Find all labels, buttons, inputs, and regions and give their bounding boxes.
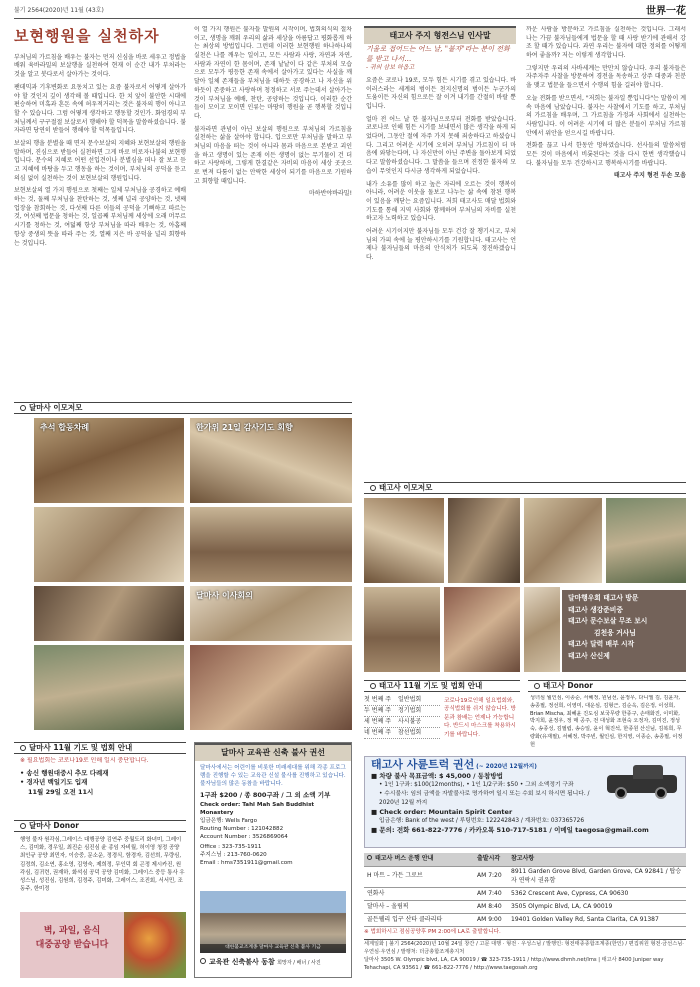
photo-taego-4	[606, 498, 686, 583]
article-paragraph: 보현보살의 열 가지 행원으로 첫째는 일체 부처님을 공경하고 예배하는 것, 둘째 부처님을 찬탄하는 것, 셋째 널리 공양하는 것, 넷째 업장을 참회하는 것, 다섯째 다른 이들의 공덕을 기뻐하고 따르는 것, 여섯째 법문을 청하는 것, 일곱째 부처님께 세상에 오래 머무르시기를 청하는 것, 여덟째 항상 부처님을 따라 배우는 것, 아홉째 항상 중생의 뜻을 따라 주는 것, 열째 지은 바 공덕을 널리 회향하는 것입니다.	[14, 187, 186, 247]
table-row: 연화사 AM 7:40 5362 Crescent Ave, Cypress, CA 90630	[364, 887, 686, 900]
photo-taego-3	[524, 498, 602, 583]
photo-taego-1	[364, 498, 444, 583]
bullet-circle-icon	[367, 855, 372, 860]
fruit-image	[124, 912, 186, 978]
offering-ad-line1: 벽, 과일, 음식	[43, 926, 101, 936]
school-fund-price: 1구좌 $200 / 종 800구좌 / 그 외 소액 기부	[200, 790, 331, 799]
article-paragraph: 팬데믹과 기후변화로 요동치고 있는 요즘 불자로서 어떻게 살아가야 할 것인지 깊이 생각해 볼 때입니다. 한 치 앞이 불안한 시대에 편승하여 미혹과 혼돈 속에 허우적거리는 것은 불자의 행이 아니고 할 수 있습니다. 그럼 어떻게 생각하고 행동할 것인가. 화엄경의 부처님께서 구구절절 보살로서 행해야 할 덕목을 말씀하셨습니다. 불자라면 당연히 받들어 행해야 할 덕목들입니다.	[14, 83, 186, 135]
taego-caption-3: 태고사 문수보살 무조 보시	[568, 617, 648, 625]
article-closing: 마하반야바라밀!	[309, 190, 352, 198]
dharma-nov-item: 11월 29일 오전 11시	[28, 787, 94, 796]
article-paragraph: 보살의 행을 분별을 때 면저 문수보살의 지혜와 보현보살의 행원을 말하며, 진심으로 받들어 실천하면 그게 바로 비로자나불의 보현행입니다. 문수의 지혜로 어떤 선입견이나 분별심을 떠나 잘 보고 듣고 지혜에 바탕을 두고 행동을 하는 것이며, 부처님의 공덕을 듣고 의심 없이 실천하는 것이 보현보살의 행원입니다.	[14, 139, 186, 182]
greeting-col-2	[526, 26, 686, 466]
taego-nov-note: 코로나19로인해 일요법회와, 공식법회를 쉬지 않습니다. 방문과 참배는 언제나 가능합니다. 반드시 마스크를 착용하시기를 바랍니다.	[444, 698, 516, 738]
article-paragraph: 부처님의 가르침을 배우는 불자는 먼저 신심을 바로 세우고 정법을 배워 육바라밀의 보살행을 실천하여 현재 이 순간 내가 부처라는 것을 알고 붓다로서 살아가는 것이다.	[14, 53, 186, 79]
taego-donor-body: 성녀심 월인심, 이종순, 서혜정, 원님선, 윤정우, 다니엘 김, 김윤자, 송종필, 정선희, 이영미, 대운심, 김형근, 김순옥, 김은정, 이성희, Brian Mischa, 최혜윤 진도심 보국무량 한종구, 손태화진, 이미화, 박지희, 윤정우, 정 매 공주, 전 대성화 조현숙 오정자, 김미진, 정성숙, 송종성, 김필립, 송승일, 윤이 혁진석, 한종원 산신님, 김복희, 무량화(유재필), 서혜정, 박주빈, 월인심, 한지영, 이종순, 송종필, 이정헌	[530, 695, 683, 748]
school-fund-heading: 달마사 교육관 신축 불사 권선	[195, 743, 351, 761]
bus-table	[364, 853, 686, 927]
truck-fund-contact: ■ 문의: 전화 661-822-7776 / 카카오톡 510-717-5181 / 이메일 taegosa@gmail.com	[371, 826, 649, 834]
taego-caption-6: 태고사 산신제	[568, 651, 610, 660]
offering-ad-line2: 대중공양 받습니다	[35, 940, 109, 950]
taego-photo-captions	[562, 590, 686, 672]
footer-line1: 세계일화 | 불기 2564(2020)년 10월 24일 창간 / 고문 대행 · 형전 · 우성스님 / 발행인: 형전태종종합조계종(한인) / 편집위원 형전·금선스님·우연심·우연심 / 발행처: 더금총합조계총지처	[364, 941, 684, 955]
taego-caption-2: 태고사 생강준비중	[568, 605, 623, 614]
photo-food-right	[190, 645, 352, 730]
article-paragraph: 불자라면 관념이 아닌 보살의 행원으로 부처님의 가르침을 실천하는 삶을 살아야 합니다. 입으로만 부처님을 말하고 부처님의 마음을 떠는 것이 아니라 몸과 마음으로 본받고 괴인을 하고 생명이 있는 존재 이든 생명이 없는 무기물이 건 더하고 사랑하며, 그렇게 한결같은 자비의 마음이 세상 곳곳으로 번져 다툼이 없는 안락한 세상이 되기를 마음으로 기원하고 회향할 때입니다.	[194, 125, 352, 185]
section-heading-taego-photos: 태고사 이모저모	[364, 482, 686, 494]
greeting-paragraph: 내가 소유를 많이 하고 높은 자리에 오르는 것이 행복이 아니라, 어려운 이웃을 돌보고 나누는 삶 속에 참된 행복이 있음을 깨닫는 요즘입니다. 저희 태고사도 매달 법회와 기도를 통해 지역 사회와 함께하며 부처님의 자비를 실천하고자 노력하고 있습니다.	[366, 180, 516, 223]
bus-note: ※ 법회하시고 점심공양후 PM 2:00에 LA로 출발합니다.	[364, 928, 501, 935]
photo-chuseok: 추석 합동차례	[34, 418, 184, 503]
school-fund-routing: Routing Number : 121042882	[200, 825, 284, 832]
photo-taego-7	[524, 587, 560, 672]
greeting-signature: 태고사 주지 형전 두손 모음	[613, 172, 686, 180]
greeting-heading: 태고사 주지 형전스님 인사말	[364, 26, 516, 44]
bus-heading: 태고사 버스 운행 안내	[375, 854, 434, 862]
section-heading-taego-donor: 태고사 Donor	[528, 680, 686, 692]
school-building-note: 대한불교조계종 달마사 교육관 신축 불사 기금	[200, 944, 346, 953]
bus-schedule	[364, 853, 686, 937]
greeting-paragraph: 요즘은 코로나 19로, 모두 힘든 시기를 겪고 있습니다. 바이러스라는 세계의 범이든 천지신명의 범이든 누군가의 도움이든 자신의 힘으로든 잘 이겨 내기를 간절히 바랄 뿐입니다.	[366, 76, 516, 111]
truck-fund-box	[364, 756, 686, 848]
bullet-circle-icon	[20, 405, 26, 411]
photo-offerings	[190, 507, 352, 582]
photo-taego-6	[444, 587, 520, 672]
table-row: 골든웰리 입구 산타 클라리타 AM 9:00 19401 Golden Valley Rd, Santa Clarita, CA 91387	[364, 913, 686, 926]
school-fund-check: Check order: Tahl Mah Sah Buddhist Monastery	[200, 801, 315, 816]
truck-fund-goal: ■ 차량 불사 목표금액: $ 45,000 / 동참방법	[371, 772, 503, 780]
photo-food-left	[34, 645, 184, 730]
school-fund-caption-note: 희망자 / 배너 / 사진	[277, 960, 321, 966]
taego-caption-4: 김천웅 거사님	[594, 628, 636, 637]
taego-caption-1: 달마행우회 태고사 방문	[568, 594, 639, 602]
bus-table-header	[364, 853, 686, 866]
photo-taego-2	[448, 498, 520, 583]
truck-fund-title: 태고사 사륜트럭 권선	[371, 758, 475, 771]
taego-nov-row: 첫 번째 주 일반법회	[364, 695, 440, 706]
bullet-circle-icon	[370, 683, 376, 689]
paper-name: 世界一花	[646, 6, 686, 17]
dharma-nov-body	[20, 757, 186, 813]
greeting-col-1	[366, 44, 516, 464]
bullet-circle-icon	[534, 683, 540, 689]
photo-taego-5	[364, 587, 440, 672]
school-fund-account: Account Number : 3526869064	[200, 833, 288, 840]
greeting-paragraph: 전화를 끊고 나서 한동안 멍하였습니다. 선사들의 말씀처럼 모든 것이 마음에서 비롯된다는 것을 다시 한번 생각했습니다. 불자님들 모두 건강하시고 행복하시기를 바랍니다.	[526, 142, 686, 167]
bullet-circle-icon	[200, 958, 206, 964]
taego-nov-row: 네 번째 주 참선법회	[364, 728, 440, 739]
masthead	[14, 5, 686, 19]
greeting-subtitle2: - 귀의 삼보 하옵고	[366, 64, 415, 72]
section-heading-dharma-photos: 달마사 이모저모	[14, 402, 352, 414]
greeting-paragraph: 그렇지만 우리의 사바세계는 만만치 않습니다. 우리 불자들은 자주자주 사찰을 방문하여 경전을 독송하고 상주 대중과 친분을 맺고 법문을 들으면서 수행의 힘을 길러야 합니다.	[526, 64, 686, 90]
section-heading-dharma-donor: 달마사 Donor	[14, 820, 186, 832]
bullet-circle-icon	[370, 485, 376, 491]
truck-fund-line2: • 수시불사: 임의 금액을 자발불사로 명가하여 일시 또는 수회 보시 하시면 됩니다. / 2020년 12월 까지	[379, 791, 590, 806]
page-footer	[364, 939, 686, 979]
greeting-paragraph: 까운 사람을 방문하고 가르침을 실천하는 것입니다. 그래서 나는 가끔 불자님들에게 법문을 할 때 사랑 받기에 관해서 강조 할 때가 있습니다. 과연 우리는 불자에 대한 정의를 어떻게 하여 좋을까? 저는 이렇게 생각합니다.	[526, 26, 686, 60]
bus-col-place: 참고사항	[508, 853, 686, 866]
dharma-nov-item: • 송신 행원대중시 추모 다례재	[20, 768, 109, 777]
issue-info: 불기 2564(2020)년 11월 (43호)	[14, 7, 104, 14]
truck-image	[607, 763, 677, 803]
article-paragraph: 이 열 가지 행원은 불자들 발원의 시작이며, 법회의식의 절차이고, 생명을 깨워 우리의 삶과 세상을 아름답고 평화롭게 하는 최상의 방법입니다. 그런데 이러한 보현행원 하나하나의 실천은 나를 깨우는 일이고, 모든 사람과 사랑, 자연과 자연, 사람과 자연이 한 몸이며, 존재 낱낱이 다 같은 부처의 모습으로 모두가 평등한 존재 속에서 살아가고 있다는 사실을 깨달아 일체 존재들을 부처님을 대하듯 공경하고 나 자신을 위하듯이 존중하고 사랑하며 청정하고 서로 주는데서 살아가는 것이 부처님을 예배, 찬탄, 공양하는 것입니다. 이러한 순간들이 모이고 모이면 인류는 마땅히 행원을 곧 행복할 것입니다.	[194, 26, 352, 120]
offering-ad	[20, 912, 186, 978]
article-title: 보현행원을 실천하자	[14, 27, 160, 45]
school-fund-email: Email : hms7351911@gmail.com	[200, 859, 293, 866]
photo-meeting	[34, 586, 184, 641]
dharma-nov-notice: ※ 필요법회는 코로나19로 인해 일시 중단합니다.	[20, 757, 149, 764]
article-col-2	[194, 26, 352, 391]
school-fund-body: 달마사에서는 어린이를 비롯한 미래세대를 위해 각종 프로그램을 진행할 수 있는 교육관 신설 불사를 진행하고 있습니다. 불자님들의 많은 동참을 바랍니다.	[200, 764, 346, 787]
section-heading-taego-nov: 태고사 11월 기도 및 법회 안내	[364, 680, 520, 692]
table-row: H 마트 – 가든 그로브 AM 7:20 8911 Garden Grove Blvd, Garden Grove, CA 92841 / 탑승자 연락시 권유함	[364, 866, 686, 887]
table-row: 달마사 – 올림픽 AM 8:40 3505 Olympic Blvd, LA, CA 90019	[364, 900, 686, 913]
section-heading-dharma-nov: 달마사 11월 기도 및 법회 안내	[14, 742, 186, 754]
footer-line2: 달마사 3505 W. Olympic blvd, LA, CA 90019 / ☎ 323-735-1911 / http://www.dhmh.net/lms | 태고사 8400 Juniper way Tehachapi, CA 93561 / ☎ 661-822-7776 / http://www.taegosah.org	[364, 957, 664, 971]
school-building-image	[200, 891, 346, 953]
article-col-1	[14, 26, 186, 391]
taego-nov-body	[364, 695, 520, 751]
bullet-circle-icon	[20, 823, 26, 829]
school-fund-mobile: 주지스님 : 213-760-0620	[200, 851, 267, 858]
truck-fund-check: ■ Check order: Mountain Spirit Center	[371, 808, 513, 816]
photo-hangawi: 한가위 21일 감사기도 회향	[190, 418, 352, 503]
school-fund-caption: 교육관 신축불사 동참	[209, 958, 275, 966]
photo-board-meeting: 달마사 이사회의	[190, 586, 352, 641]
school-fund-bank: 입금은행: Wells Fargo	[200, 817, 258, 824]
taego-nov-row: 두 번째 주 정기법회	[364, 706, 440, 717]
greeting-paragraph: 얼마 전 어느 날 한 불자님으로부터 전화를 받았습니다. 코로나로 인해 힘든 시기를 보내면서 많은 생각을 하게 되었다며, 그동안 절에 자주 가지 못해 죄송하다고 하셨습니다. 그리고 어려운 시기에 오히려 부처님 가르침이 더 마음에 와닿는다며, 나 자신만이 아닌 주변을 돌아보게 되었다고 말씀하셨습니다. 그 말씀을 들으며 진정한 불자의 모습이 무엇인지 다시금 생각하게 되었습니다.	[366, 115, 516, 175]
taego-nov-row: 세 번째 주 사시불공	[364, 717, 440, 728]
greeting-paragraph: 오늘 전화를 받으면서, "저희는 불자일 뿐입니다"는 말씀이 계속 마음에 남았습니다. 불자는 사찰에서 기도를 하고, 부처님의 가르침을 배우며, 그 가르침을 가정과 사회에서 실천하는 사람입니다. 이 어려운 시기에 더 많은 분들이 부처님 가르침 안에서 위안을 얻으시길 바랍니다.	[526, 94, 686, 137]
school-fund-box	[194, 742, 352, 978]
photo-ceremony	[34, 507, 184, 582]
truck-fund-bank: 입금은행: Bank of the west / 루팅번호: 122242843 / 계좌번호: 037365726	[379, 818, 585, 824]
greeting-subtitle: 기울로 접어드는 어느 날, "불자"라는 분이 전화를 받고 나서…	[366, 45, 510, 64]
greeting-box	[364, 26, 686, 466]
bullet-circle-icon	[20, 745, 26, 751]
truck-fund-line1: • 1인 1구좌: $100(12months), • 1인 1/2구좌: $50 • 그외 소액정기 구좌	[379, 782, 574, 788]
dharma-donor-body: 행영 불자 원각심,그레이스 대행공양 김연주 중월도리 화녀미, 그레이스, 김미화, 경우일, 최진순 심진심 윤 종임 자비월, 허이영 청정 공양 최인규 공양 최민자, 이승중, 문소운, 정경식, 함경자, 김선희, 무량심, 김정희, 김소연, 홍소영, 김영숙, 제희정, 무인덕 회 곤정 제시카진, 원각심, 김귀련, 권재하, 화석심 공덕 공양 김미화, 그레이스 중등 통사 우성스님, 성진심, 김원희, 김정주, 김미화, 그레이스, 조진회, 서서민, 조동주, 한미정	[20, 837, 185, 893]
greeting-paragraph: 어려운 시기이지만 불자님들 모두 건강 잘 챙기시고, 부처님의 가피 속에 늘 평안하시기를 기원합니다. 태고사는 언제나 불자님들의 마음의 안식처가 되도록 정진하겠습니다.	[366, 227, 516, 262]
bus-col-time: 출발시각	[474, 853, 508, 866]
dharma-nov-item: • 경자년 백일기도 입재	[20, 778, 88, 787]
school-fund-office: Office : 323-735-1911	[200, 843, 262, 850]
taego-caption-5: 태고사 달력 배부 시작	[568, 640, 635, 648]
truck-fund-title-note: (~ 2020년 12월까지)	[476, 764, 537, 770]
